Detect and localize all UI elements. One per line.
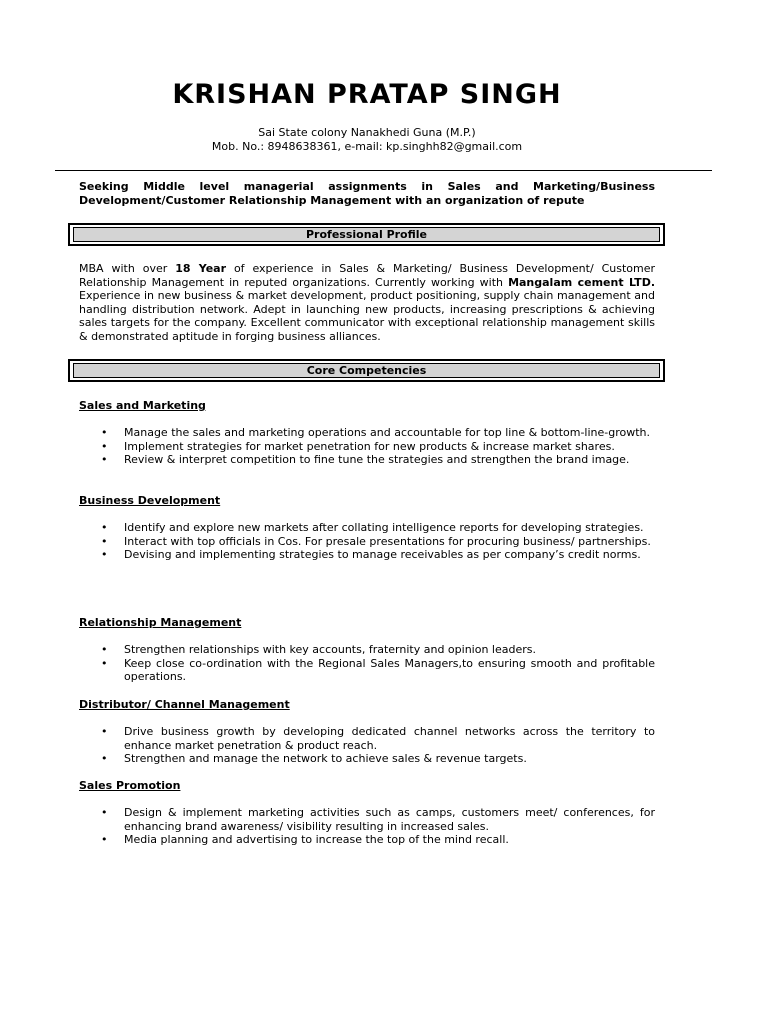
list-item: • Drive business growth by developing dedicated channel networks across the territory to enhance market penetration & product reach. — [79, 725, 655, 752]
competency-heading-channel-management: Distributor/ Channel Management — [79, 698, 290, 711]
competency-list-business-development — [79, 521, 655, 562]
list-item: • Interact with top officials in Cos. For presale presentations for procuring business/ partnerships. — [79, 535, 655, 549]
list-item: • Manage the sales and marketing operations and accountable for top line & bottom-line-growth. — [79, 426, 655, 440]
professional-profile-title: Professional Profile — [73, 227, 660, 242]
candidate-name: KRISHAN PRATAP SINGH — [172, 79, 562, 110]
address-line: Sai State colony Nanakhedi Guna (M.P.) — [258, 126, 476, 139]
list-item: • Keep close co-ordination with the Regional Sales Managers,to ensuring smooth and profitable operations. — [79, 657, 655, 684]
list-item: • Implement strategies for market penetration for new products & increase market shares. — [79, 440, 655, 454]
list-item: • Strengthen relationships with key accounts, fraternity and opinion leaders. — [79, 643, 655, 657]
list-item: • Identify and explore new markets after collating intelligence reports for developing strategies. — [79, 521, 655, 535]
profile-text: of experience in Sales & Marketing/ Business Development/ Customer Relationship Management in reputed organizations. Currently working with — [79, 262, 655, 289]
core-competencies-bar — [68, 359, 665, 382]
competency-list-sales-marketing — [79, 426, 655, 467]
competency-heading-sales-promotion: Sales Promotion — [79, 779, 181, 792]
competency-list-channel-management — [79, 725, 655, 766]
competency-heading-business-development: Business Development — [79, 494, 221, 507]
list-item: • Strengthen and manage the network to achieve sales & revenue targets. — [79, 752, 655, 766]
list-item: • Design & implement marketing activities such as camps, customers meet/ conferences, for enhancing brand awareness/ visibility resulting in increased sales. — [79, 806, 655, 833]
header-divider — [55, 170, 712, 171]
core-competencies-title: Core Competencies — [73, 363, 660, 378]
profile-paragraph — [79, 262, 655, 344]
list-item: • Media planning and advertising to increase the top of the mind recall. — [79, 833, 655, 847]
professional-profile-bar — [68, 223, 665, 246]
list-item: • Devising and implementing strategies to manage receivables as per company’s credit norms. — [79, 548, 655, 562]
competency-heading-sales-marketing: Sales and Marketing — [79, 399, 206, 412]
objective-statement: Seeking Middle level managerial assignments in Sales and Marketing/Business Development/Customer Relationship Management with an organization of repute — [79, 180, 655, 207]
competency-list-sales-promotion — [79, 806, 655, 847]
list-item: • Review & interpret competition to fine tune the strategies and strengthen the brand image. — [79, 453, 655, 467]
profile-text: MBA with over — [79, 262, 176, 275]
competency-list-relationship-management — [79, 643, 655, 684]
contact-line: Mob. No.: 8948638361, e-mail: kp.singhh82@gmail.com — [211, 140, 523, 153]
profile-current-employer: Mangalam cement LTD. — [508, 275, 655, 289]
profile-experience-years: 18 Year — [175, 262, 227, 275]
competency-heading-relationship-management: Relationship Management — [79, 616, 242, 629]
profile-text: Experience in new business & market development, product positioning, supply chain management and handling distribution network. Adept in launching new products, increasing prescriptions & achieving sales targets for the company. Excellent communicator with exceptional relationship management skills & demonstrated aptitude in forging business alliances. — [79, 289, 655, 343]
